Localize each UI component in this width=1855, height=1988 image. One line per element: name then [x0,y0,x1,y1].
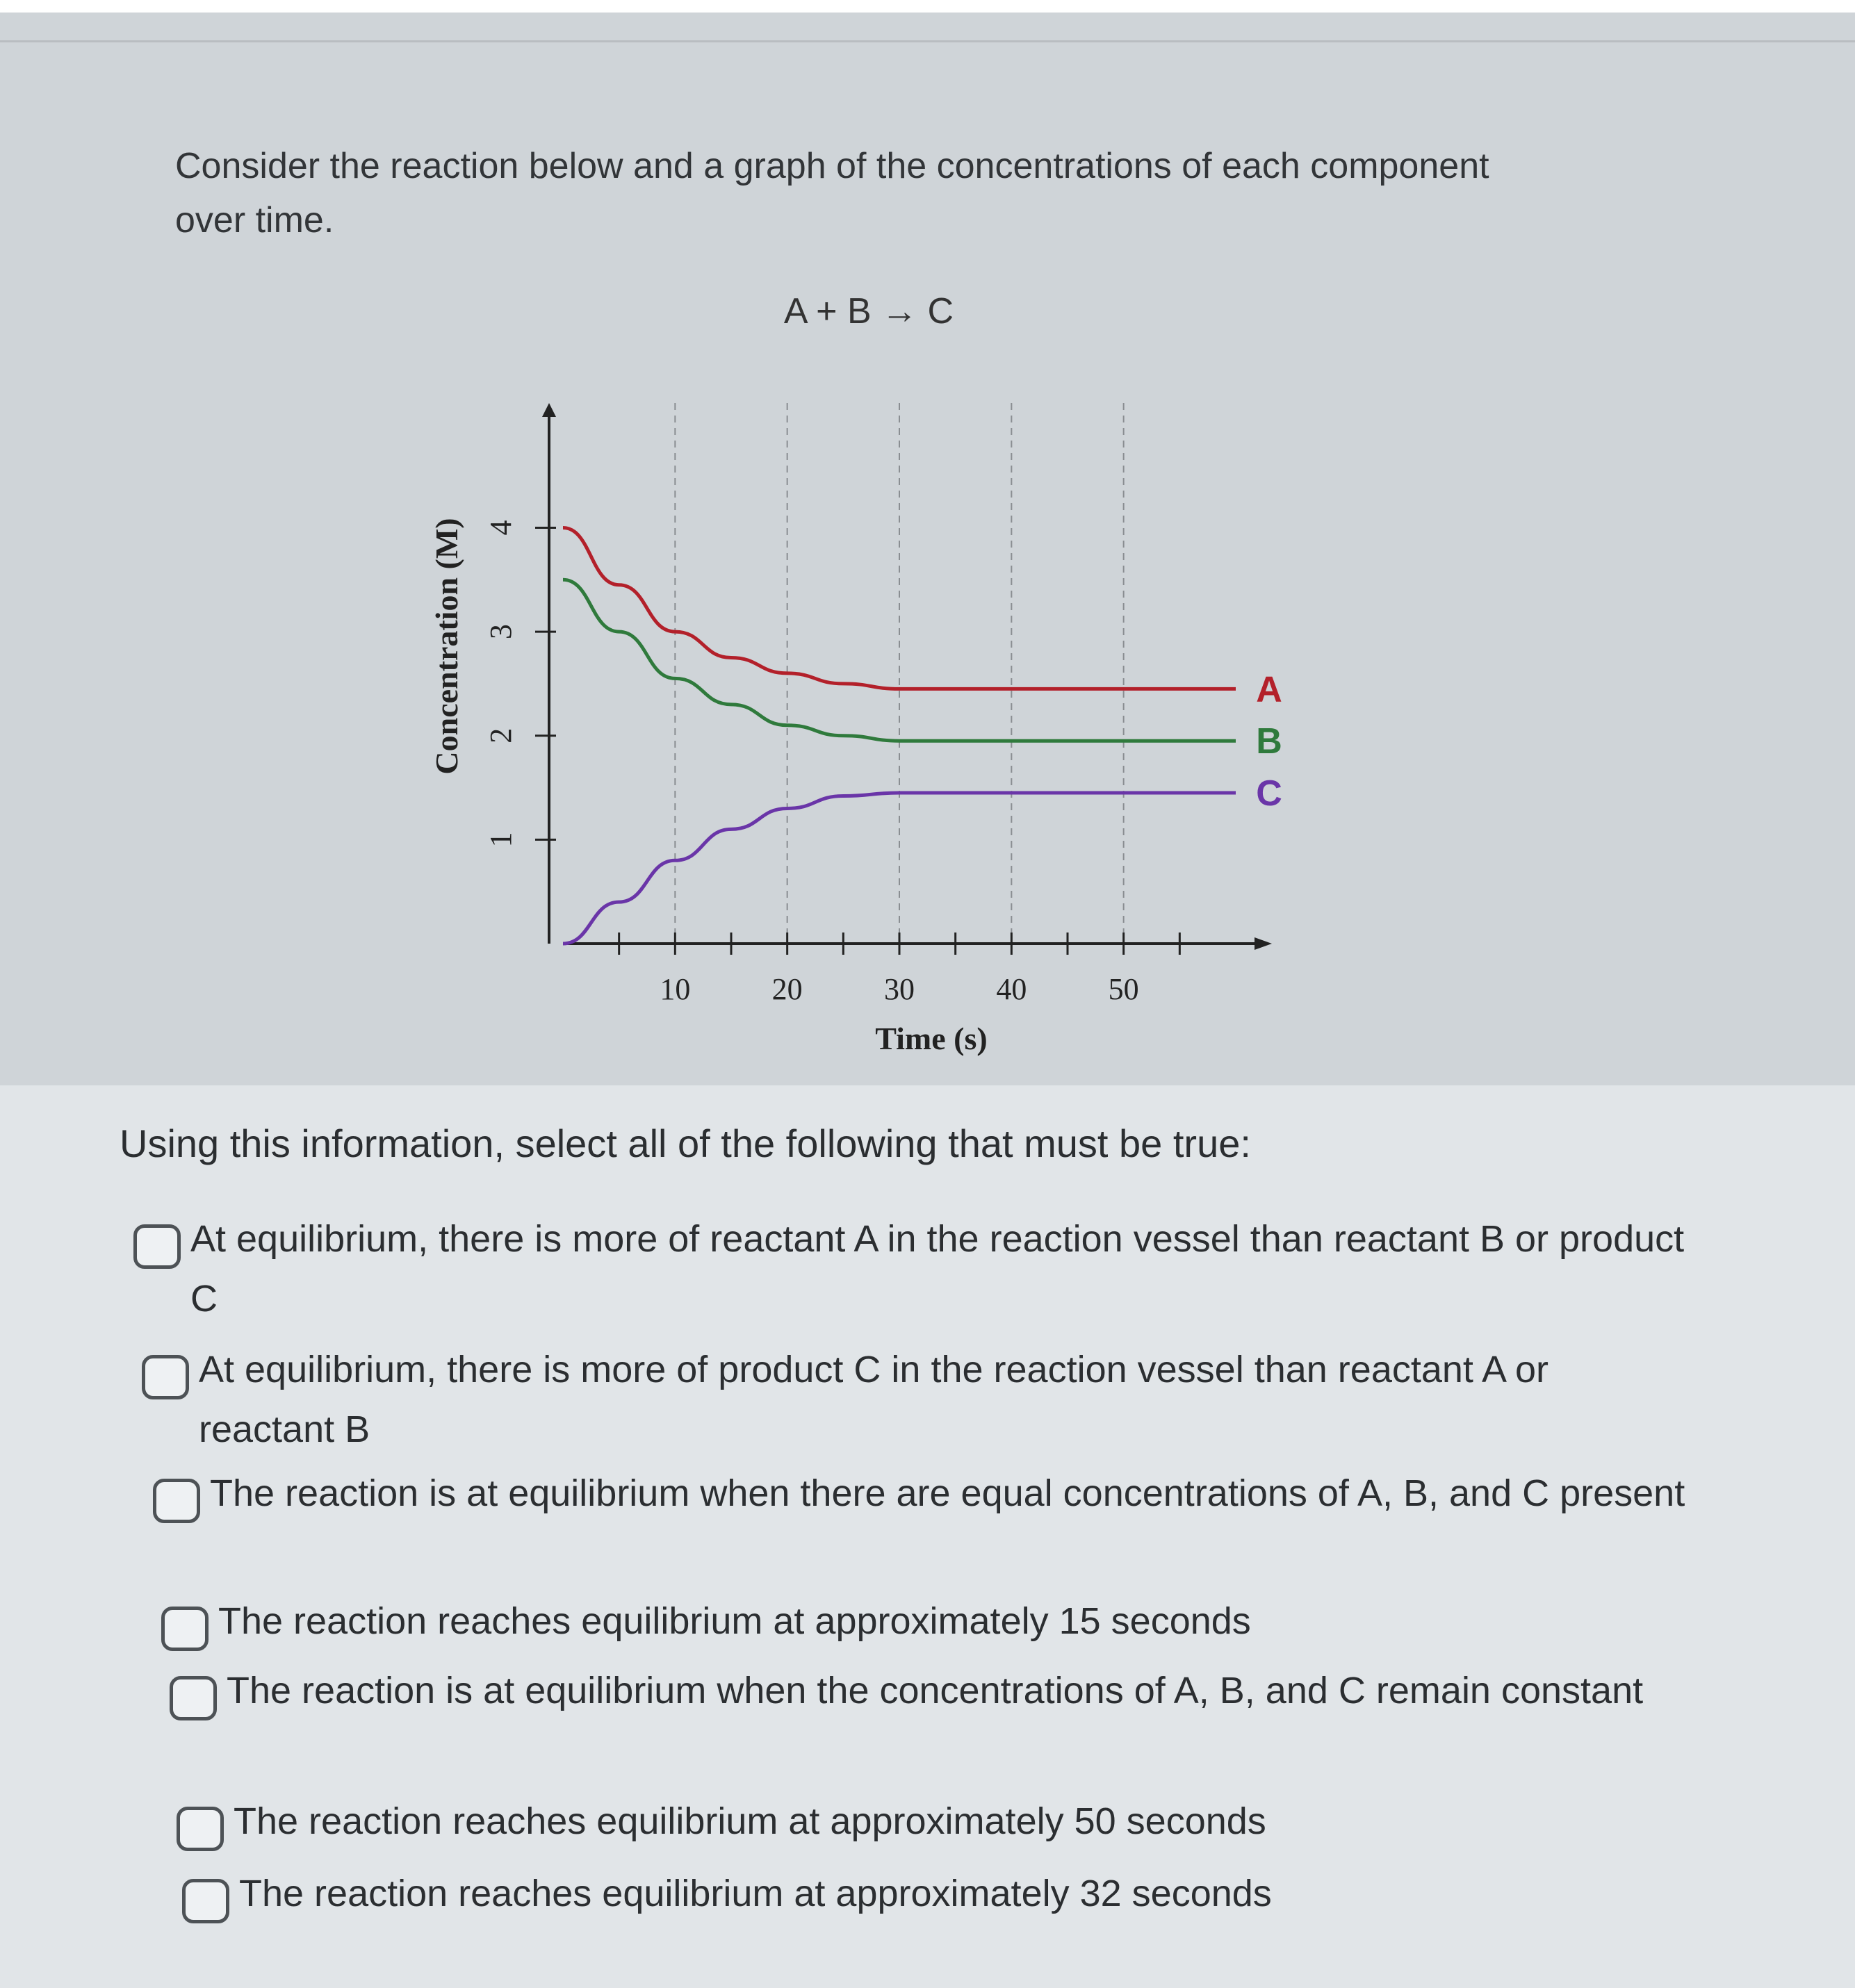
option-1[interactable] [133,1209,1685,1329]
y-axis-arrow [542,403,556,417]
option-2[interactable] [142,1340,1693,1459]
intro-text: Consider the reaction below and a graph of the concentrations of each component over time. [175,146,1489,240]
option-6-label: The reaction reaches equilibrium at approximately 50 seconds [234,1800,1266,1842]
x-tick-label-30: 30 [884,972,915,1006]
option-1-label: At equilibrium, there is more of reactant A in the reaction vessel than reactant B or product C [190,1218,1685,1320]
option-3-label: The reaction is at equilibrium when there are equal concentrations of A, B, and C present [210,1472,1685,1514]
option-4-label: The reaction reaches equilibrium at approximately 15 seconds [218,1600,1251,1642]
top-strip [0,0,1855,13]
legend-label-A: A [1256,669,1282,710]
x-tick-label-40: 40 [996,972,1027,1006]
checkbox-4[interactable] [161,1607,209,1651]
option-6[interactable] [177,1791,1728,1851]
x-tick-label-10: 10 [660,972,691,1006]
option-3[interactable] [153,1463,1704,1523]
y-axis-label: Concentration (M) [429,518,464,775]
checkbox-7[interactable] [182,1879,229,1923]
x-tick-label-20: 20 [771,972,803,1006]
x-axis-arrow [1255,937,1272,950]
checkbox-5[interactable] [170,1676,217,1720]
checkbox-1[interactable] [133,1224,181,1269]
concentration-chart [417,278,1376,1077]
option-7-label: The reaction reaches equilibrium at approximately 32 seconds [239,1873,1272,1914]
checkbox-2[interactable] [142,1355,189,1399]
checkbox-3[interactable] [153,1479,200,1523]
x-axis-label: Time (s) [875,1021,988,1056]
legend-label-B: B [1256,721,1282,762]
y-tick-label-1: 1 [484,832,518,848]
option-7[interactable] [182,1864,1733,1923]
y-tick-label-2: 2 [484,728,518,744]
y-tick-label-3: 3 [484,624,518,640]
option-5[interactable] [170,1661,1721,1720]
y-tick-label-4: 4 [484,520,518,536]
option-5-label: The reaction is at equilibrium when the concentrations of A, B, and C remain constant [227,1670,1644,1711]
divider [0,40,1855,42]
legend-label-C: C [1256,773,1282,814]
checkbox-6[interactable] [177,1807,224,1851]
option-2-label: At equilibrium, there is more of product C in the reaction vessel than reactant A or reactant B [199,1349,1548,1450]
question-text: Using this information, select all of the following that must be true: [120,1122,1251,1165]
chart-container [417,278,1376,1077]
chart-title: A + B → C [783,291,954,331]
x-tick-label-50: 50 [1108,972,1139,1006]
option-4[interactable] [161,1591,1713,1651]
